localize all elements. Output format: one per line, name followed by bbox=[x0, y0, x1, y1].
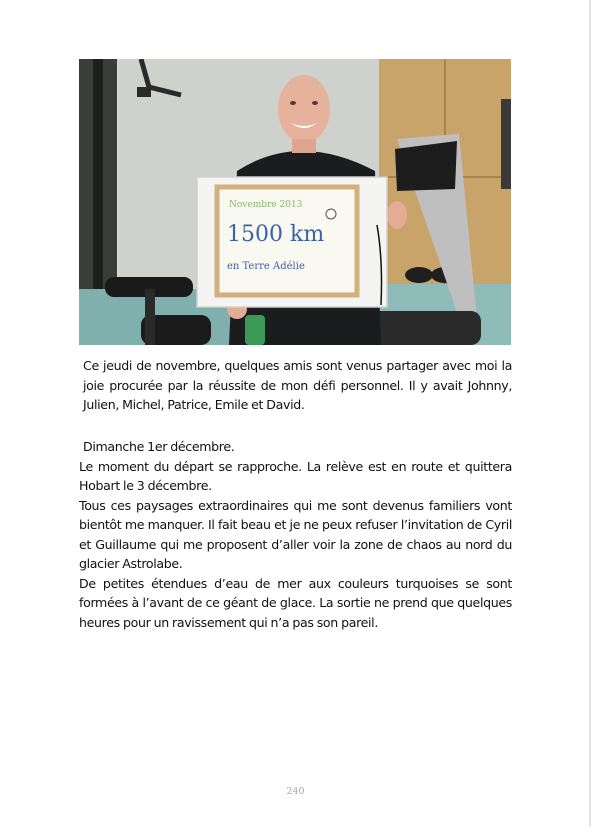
paragraph-line: Tous ces paysages extraordinaires qui me sont devenus familiers vont bientôt me manquer. Il fait beau et je ne peux refuser l’invitation de Cyril et Guillaume qui me proposent d’aller voir la zone de chaos au nord du glacier Astrolabe. bbox=[79, 497, 512, 571]
paragraph-line: Dimanche 1er décembre. bbox=[83, 439, 235, 454]
page-number: 240 bbox=[286, 786, 305, 797]
paragraph-departure bbox=[79, 437, 512, 632]
sign-footer: en Terre Adélie bbox=[227, 261, 305, 272]
paragraph-line: Ce jeudi de novembre, quelques amis sont venus partager avec moi la joie procurée par la réussite de mon défi personnel. Il y avait Johnny, Julien, Michel, Patrice, Emile et David. bbox=[83, 358, 512, 412]
sign-main-text: 1500 km bbox=[227, 222, 325, 247]
paragraph-line: De petites étendues d’eau de mer aux couleurs turquoises se sont formées à l’avant de ce géant de glace. La sortie ne prend que quelques heures pour un ravissement qui n’a pas son pareil. bbox=[79, 575, 512, 630]
sign-header: Novembre 2013 bbox=[229, 200, 303, 210]
paragraph-line: Le moment du départ se rapproche. La relève est en route et quittera Hobart le 3 décembre. bbox=[79, 458, 512, 493]
paragraph-friends-visit bbox=[79, 356, 512, 415]
photo-man-with-sign bbox=[79, 59, 511, 345]
